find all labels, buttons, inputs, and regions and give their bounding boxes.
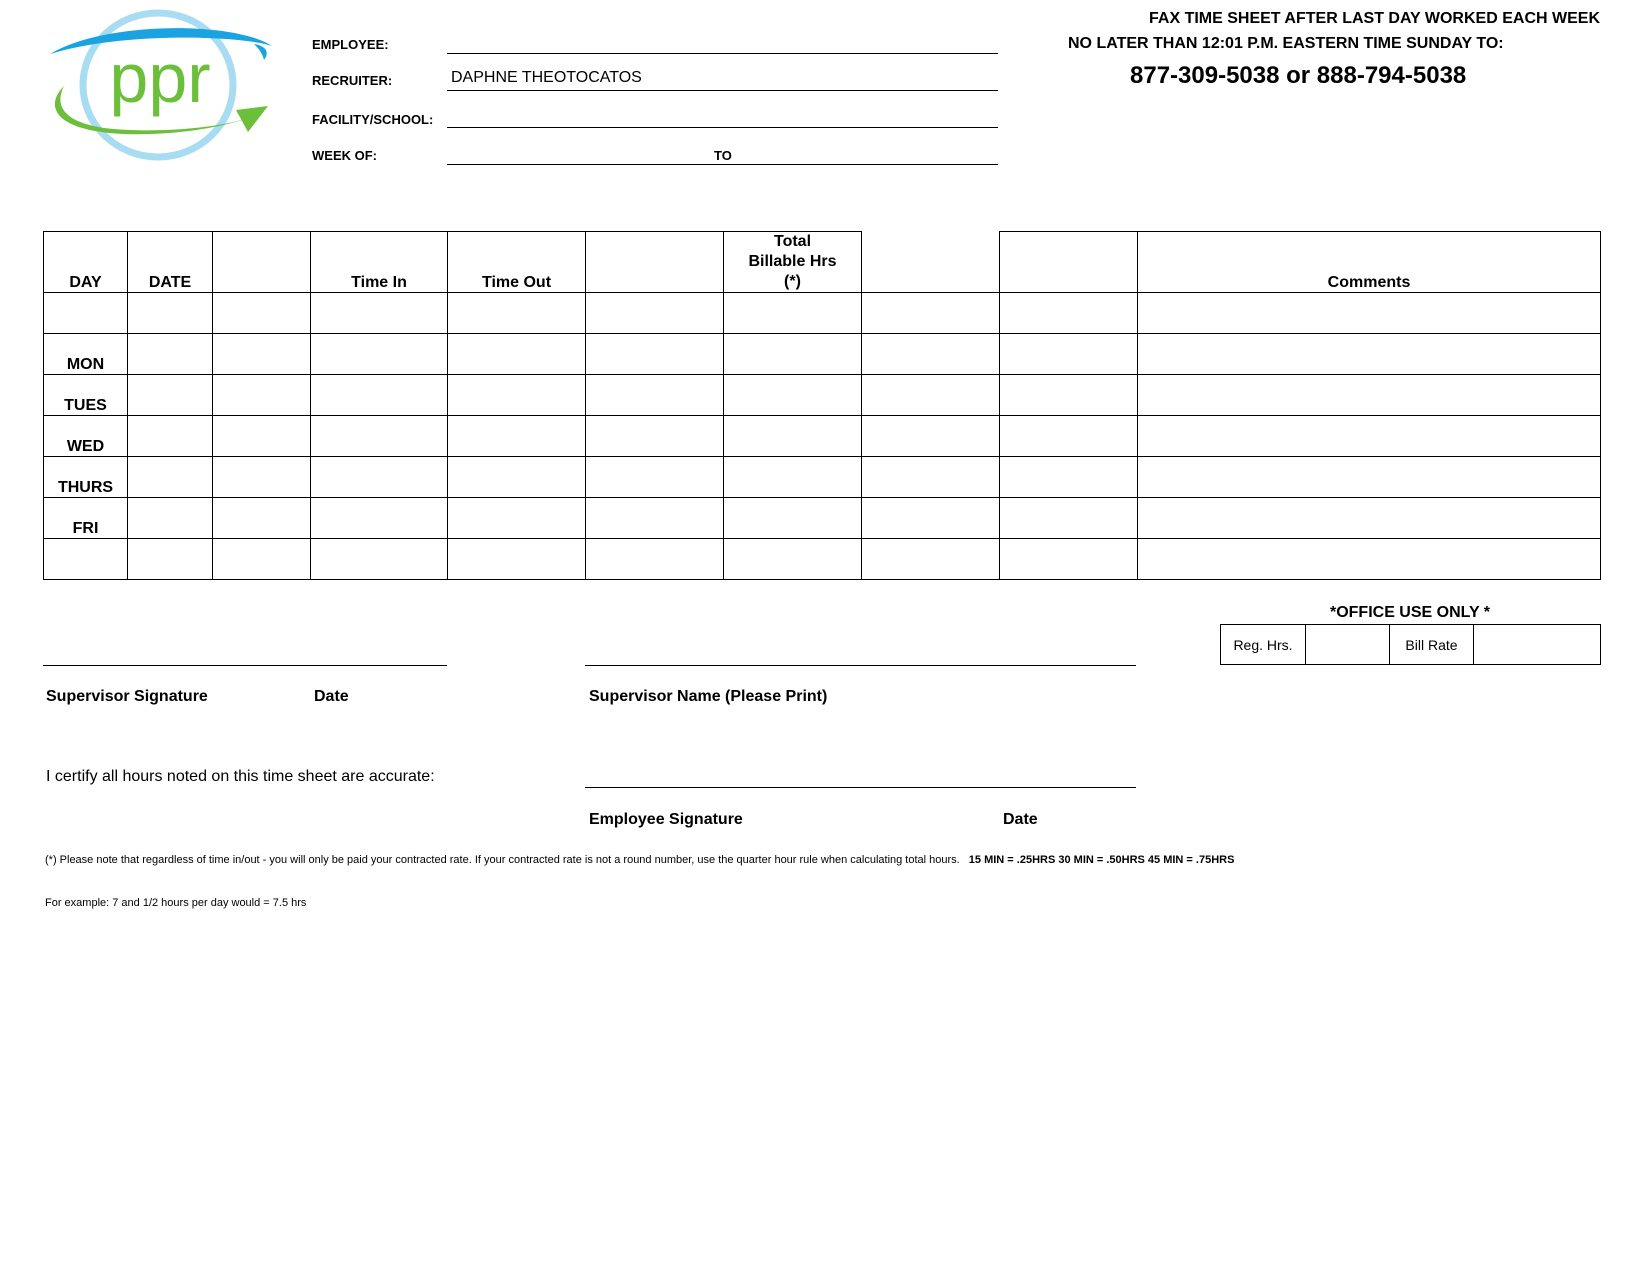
timesheet-cell[interactable] — [213, 293, 311, 334]
timesheet-cell[interactable] — [311, 457, 448, 498]
timesheet-cell[interactable] — [1138, 416, 1601, 457]
timesheet-cell[interactable] — [1000, 498, 1138, 539]
timesheet-cell[interactable] — [1138, 498, 1601, 539]
timesheet-cell[interactable] — [1138, 334, 1601, 375]
timesheet-cell[interactable] — [724, 334, 862, 375]
timesheet-cell[interactable] — [448, 375, 586, 416]
header-blank-4 — [1000, 232, 1138, 293]
office-use-table — [1220, 624, 1601, 665]
logo-text: ppr — [109, 39, 211, 117]
timesheet-cell[interactable] — [724, 293, 862, 334]
timesheet-row — [44, 293, 1601, 334]
timesheet-cell[interactable] — [862, 539, 1000, 580]
timesheet-cell[interactable] — [213, 375, 311, 416]
timesheet-row — [44, 416, 1601, 457]
header-blank-1 — [213, 232, 311, 293]
timesheet-row — [44, 457, 1601, 498]
timesheet-cell[interactable] — [128, 416, 213, 457]
header-blank-2 — [586, 232, 724, 293]
employee-signature-label: Employee Signature — [589, 811, 743, 828]
employee-line[interactable] — [447, 53, 998, 54]
timesheet-cell[interactable] — [213, 539, 311, 580]
timesheet-cell[interactable] — [1138, 457, 1601, 498]
example-note: For example: 7 and 1/2 hours per day would = 7.5 hrs — [45, 897, 307, 909]
timesheet-cell[interactable] — [586, 457, 724, 498]
timesheet-cell[interactable] — [586, 498, 724, 539]
facility-line — [447, 127, 998, 128]
timesheet-cell[interactable] — [862, 375, 1000, 416]
company-logo — [44, 6, 274, 164]
pay-note-text: (*) Please note that regardless of time in/out - you will only be paid your contracted rate. If your contracted rate is not a round number, use the quarter hour rule when calculating total hours. — [45, 854, 960, 866]
timesheet-cell[interactable] — [1000, 416, 1138, 457]
timesheet-cell[interactable] — [586, 334, 724, 375]
timesheet-cell[interactable] — [213, 498, 311, 539]
timesheet-cell[interactable] — [128, 375, 213, 416]
employee-date-label: Date — [1003, 811, 1038, 828]
timesheet-cell[interactable] — [448, 416, 586, 457]
timesheet-cell[interactable] — [724, 416, 862, 457]
facility-label: FACILITY/SCHOOL: — [312, 112, 434, 127]
certify-text: I certify all hours noted on this time sheet are accurate: — [46, 768, 435, 785]
timesheet-cell[interactable] — [1000, 457, 1138, 498]
timesheet-row — [44, 498, 1601, 539]
day-label: MON — [44, 334, 128, 375]
supervisor-name-line[interactable] — [585, 665, 1136, 666]
week-to-label: TO — [714, 148, 732, 163]
timesheet-cell[interactable] — [1000, 293, 1138, 334]
timesheet-cell[interactable] — [586, 293, 724, 334]
header-date: DATE — [128, 232, 213, 293]
timesheet-cell[interactable] — [311, 293, 448, 334]
day-label — [44, 539, 128, 580]
pay-note — [45, 854, 1234, 866]
timesheet-cell[interactable] — [1000, 539, 1138, 580]
recruiter-line — [447, 90, 998, 91]
employee-signature-line[interactable] — [585, 787, 1136, 788]
timesheet-header-row — [44, 232, 1601, 293]
office-use-title: *OFFICE USE ONLY * — [1329, 604, 1491, 621]
timesheet-cell[interactable] — [311, 375, 448, 416]
header-time-out: Time Out — [448, 232, 586, 293]
quarter-hour-rule: 15 MIN = .25HRS 30 MIN = .50HRS 45 MIN = .75HRS — [968, 854, 1235, 866]
week-of-label: WEEK OF: — [312, 148, 377, 163]
timesheet-cell[interactable] — [1138, 375, 1601, 416]
fax-notice-line2: NO LATER THAN 12:01 P.M. EASTERN TIME SUNDAY TO: — [1068, 35, 1504, 52]
timesheet-table — [43, 231, 1601, 580]
recruiter-value[interactable]: DAPHNE THEOTOCATOS — [451, 69, 642, 86]
timesheet-cell[interactable] — [862, 334, 1000, 375]
timesheet-cell[interactable] — [448, 539, 586, 580]
timesheet-cell[interactable] — [862, 416, 1000, 457]
day-label: THURS — [44, 457, 128, 498]
timesheet-cell[interactable] — [1000, 334, 1138, 375]
timesheet-cell[interactable] — [311, 416, 448, 457]
timesheet-cell[interactable] — [724, 498, 862, 539]
bill-rate-label: Bill Rate — [1390, 625, 1474, 665]
header-blank-3 — [862, 232, 1000, 293]
timesheet-cell[interactable] — [724, 539, 862, 580]
day-label: FRI — [44, 498, 128, 539]
header-day: DAY — [44, 232, 128, 293]
bill-rate-value[interactable] — [1474, 625, 1601, 665]
reg-hrs-label: Reg. Hrs. — [1221, 625, 1306, 665]
timesheet-row — [44, 375, 1601, 416]
week-of-line[interactable] — [447, 164, 998, 165]
timesheet-cell[interactable] — [724, 457, 862, 498]
supervisor-date-label: Date — [314, 688, 349, 705]
timesheet-cell[interactable] — [311, 539, 448, 580]
timesheet-cell[interactable] — [311, 334, 448, 375]
timesheet-cell[interactable] — [862, 293, 1000, 334]
timesheet-cell[interactable] — [1138, 539, 1601, 580]
header-comments: Comments — [1138, 232, 1601, 293]
timesheet-cell[interactable] — [586, 416, 724, 457]
timesheet-cell[interactable] — [213, 457, 311, 498]
timesheet-cell[interactable] — [448, 334, 586, 375]
timesheet-cell[interactable] — [862, 457, 1000, 498]
header-total-billable: Total Billable Hrs (*) — [724, 232, 862, 293]
fax-notice-line1: FAX TIME SHEET AFTER LAST DAY WORKED EACH WEEK — [1149, 10, 1600, 27]
timesheet-cell[interactable] — [213, 334, 311, 375]
day-label: WED — [44, 416, 128, 457]
timesheet-cell[interactable] — [213, 416, 311, 457]
timesheet-cell[interactable] — [128, 334, 213, 375]
timesheet-cell[interactable] — [128, 498, 213, 539]
supervisor-signature-line[interactable] — [43, 665, 447, 666]
timesheet-cell[interactable] — [448, 498, 586, 539]
timesheet-cell[interactable] — [586, 375, 724, 416]
timesheet-cell[interactable] — [448, 457, 586, 498]
timesheet-cell[interactable] — [1000, 375, 1138, 416]
timesheet-cell[interactable] — [586, 539, 724, 580]
supervisor-signature-label: Supervisor Signature — [46, 688, 208, 705]
timesheet-cell[interactable] — [128, 457, 213, 498]
fax-phone-numbers: 877-309-5038 or 888-794-5038 — [1130, 62, 1467, 89]
header-time-in: Time In — [311, 232, 448, 293]
recruiter-label: RECRUITER: — [312, 73, 393, 88]
timesheet-row — [44, 334, 1601, 375]
timesheet-row — [44, 539, 1601, 580]
timesheet-cell[interactable] — [311, 498, 448, 539]
timesheet-cell[interactable] — [448, 293, 586, 334]
supervisor-name-label: Supervisor Name (Please Print) — [589, 688, 828, 705]
timesheet-cell[interactable] — [128, 293, 213, 334]
day-label — [44, 293, 128, 334]
employee-label: EMPLOYEE: — [312, 37, 389, 52]
timesheet-cell[interactable] — [862, 498, 1000, 539]
timesheet-cell[interactable] — [724, 375, 862, 416]
timesheet-cell[interactable] — [1138, 293, 1601, 334]
day-label: TUES — [44, 375, 128, 416]
reg-hrs-value[interactable] — [1306, 625, 1390, 665]
timesheet-cell[interactable] — [128, 539, 213, 580]
